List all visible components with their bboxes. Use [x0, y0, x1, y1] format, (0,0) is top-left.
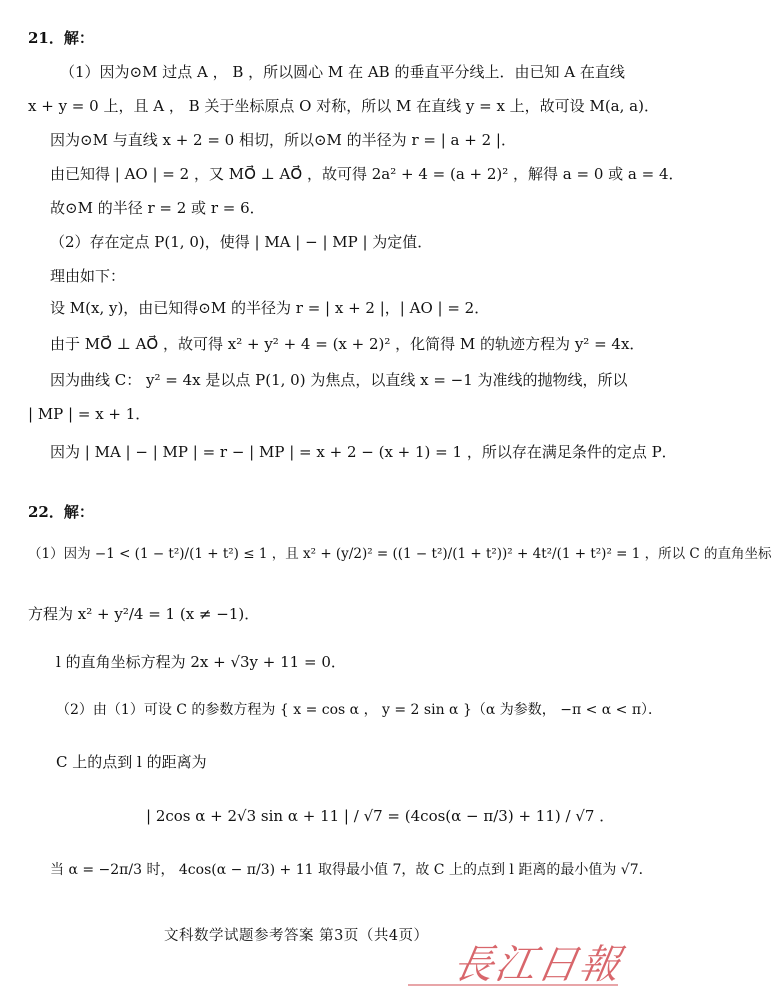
q21-line-9: 由于 MO⃗ ⊥ AO⃗ ，故可得 x² + y² + 4 = (x + 2)² ，化简得 M 的轨迹方程为 y² = 4x． [50, 335, 645, 353]
q21-line-12: 因为 | MA | − | MP | = r − | MP | = x + 2 − (x + 1) = 1 ，所以存在满足条件的定点 P． [50, 443, 677, 461]
q22-line-1: （1）因为 −1 < (1 − t²)/(1 + t²) ≤ 1 ，且 x² + (y/2)² = ((1 − t²)/(1 + t²))² + 4t²/(1 + t²)² = 1 ，所以 C 的直角坐标 [28, 546, 772, 562]
q21-line-5: 故⊙M 的半径 r = 2 或 r = 6． [50, 199, 265, 217]
q21-line-8: 设 M(x, y)，由已知得⊙M 的半径为 r = | x + 2 |，| AO | = 2． [50, 299, 490, 317]
q21-header: 21．解： [28, 29, 94, 47]
q22-line-6: | 2cos α + 2√3 sin α + 11 | / √7 = (4cos(α − π/3) + 11) / √7 ． [146, 807, 615, 825]
q21-line-7: 理由如下： [50, 267, 126, 285]
q22-line-3: l 的直角坐标方程为 2x + √3y + 11 = 0． [56, 653, 346, 671]
page-footer: 文科数学试题参考答案 第3页（共4页） [164, 928, 429, 944]
q21-line-4: 由已知得 | AO | = 2 ，又 MO⃗ ⊥ AO⃗ ，故可得 2a² + 4 = (a + 2)² ，解得 a = 0 或 a = 4． [50, 165, 684, 183]
q22-header: 22．解： [28, 503, 94, 521]
q21-line-10: 因为曲线 C： y² = 4x 是以点 P(1, 0) 为焦点，以直线 x = −1 为准线的抛物线，所以 [50, 371, 628, 389]
q21-line-11: | MP | = x + 1． [28, 405, 151, 423]
q22-line-2: 方程为 x² + y²/4 = 1 (x ≠ −1)． [28, 605, 260, 623]
q22-line-7: 当 α = −2π/3 时， 4cos(α − π/3) + 11 取得最小值 7，故 C 上的点到 l 距离的最小值为 √7． [50, 862, 653, 878]
q21-line-3: 因为⊙M 与直线 x + 2 = 0 相切，所以⊙M 的半径为 r = | a + 2 |． [50, 131, 516, 149]
q21-line-2: x + y = 0 上，且 A ， B 关于坐标原点 O 对称，所以 M 在直线 y = x 上，故可设 M(a, a)． [28, 97, 659, 115]
q22-line-4: （2）由（1）可设 C 的参数方程为 { x = cos α ， y = 2 sin α }（α 为参数， −π < α < π）． [56, 702, 663, 718]
q21-line-1: （1）因为⊙M 过点 A ， B ，所以圆心 M 在 AB 的垂直平分线上．由已知 A 在直线 [60, 63, 625, 81]
changjiang-daily-watermark-logo: 長江日報 [449, 942, 626, 988]
q21-line-6: （2）存在定点 P(1, 0)，使得 | MA | − | MP | 为定值． [50, 233, 433, 251]
q22-line-5: C 上的点到 l 的距离为 [56, 753, 207, 771]
